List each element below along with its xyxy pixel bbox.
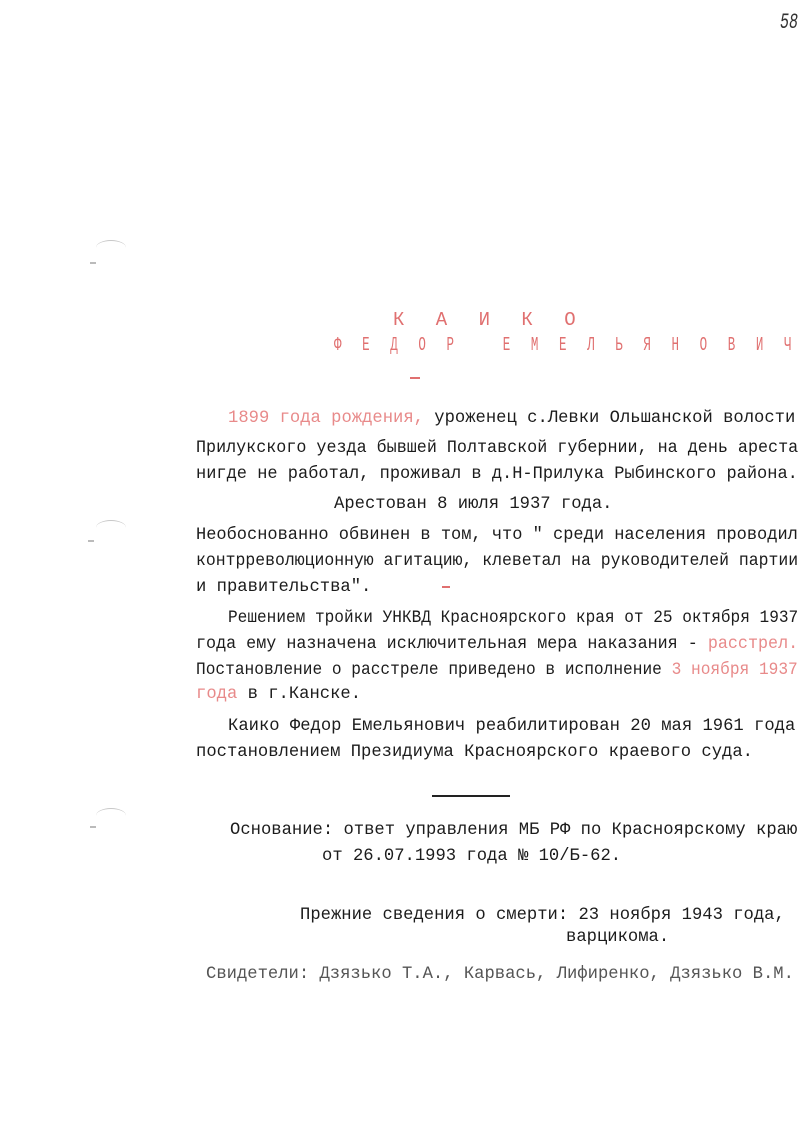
witnesses-line: Свидетели: Дзязько Т.А., Карвась, Лифиренко, Дзязько В.М. [206,965,794,984]
heading-dash [410,377,420,379]
prior-death-line-2: варцикома. [566,928,670,947]
binder-hole-mark [90,262,96,264]
execution-text: Постановление о расстреле приведено в исполнение [196,661,672,680]
bio-line-1 [228,408,795,430]
binder-hole-mark [88,540,94,542]
birth-year-text: 1899 года рождения, [228,409,424,428]
sentence-line-2 [196,634,798,656]
birthplace-text: уроженец с.Левки Ольшанской волости [423,409,796,428]
rehab-line-2: постановлением Президиума Красноярского краевого суда. [196,743,753,762]
execution-place: в г.Канске. [237,685,362,704]
basis-line-1: Основание: ответ управления МБ РФ по Красноярскому краю [230,821,798,840]
binder-hole-mark [96,808,126,823]
accusation-line-2: контрреволюционную агитацию, клеветал на руководителей партии [196,552,799,571]
sentence-text: года ему назначена исключительная мера наказания - [196,635,708,654]
binder-hole-mark [96,240,126,255]
separator-rule [432,795,510,797]
execution-word: расстрел. [707,635,799,654]
execution-year-word: года [196,685,238,704]
binder-hole-mark [90,826,96,828]
surname-heading: К А И К О [393,309,586,331]
basis-line-2: от 26.07.1993 года № 10/Б-62. [322,847,622,866]
margin-dash [442,586,450,588]
execution-date: 3 ноября 1937 [671,661,798,680]
bio-line-2: Прилукского уезда бывшей Полтавской губернии, на день ареста [196,439,799,458]
accusation-line-3: и правительства". [196,578,372,597]
sentence-line-4 [196,684,361,706]
accusation-line-1: Необоснованно обвинен в том, что " среди населения проводил [196,526,798,545]
bio-line-3: нигде не работал, проживал в д.Н-Прилука Рыбинского района. [196,465,798,484]
name-heading: Ф Е Д О Р Е М Е Л Ь Я Н О В И Ч [334,334,799,356]
page-number: 58 [780,10,799,35]
rehab-line-1: Каико Федор Емельянович реабилитирован 20 мая 1961 года [228,717,796,736]
prior-death-line-1: Прежние сведения о смерти: 23 ноября 1943 года, [300,906,785,925]
sentence-line-3 [196,660,798,682]
sentence-line-1: Решением тройки УНКВД Красноярского края от 25 октября 1937 [228,609,799,628]
binder-hole-mark [96,520,126,535]
arrest-line: Арестован 8 июля 1937 года. [334,495,613,514]
